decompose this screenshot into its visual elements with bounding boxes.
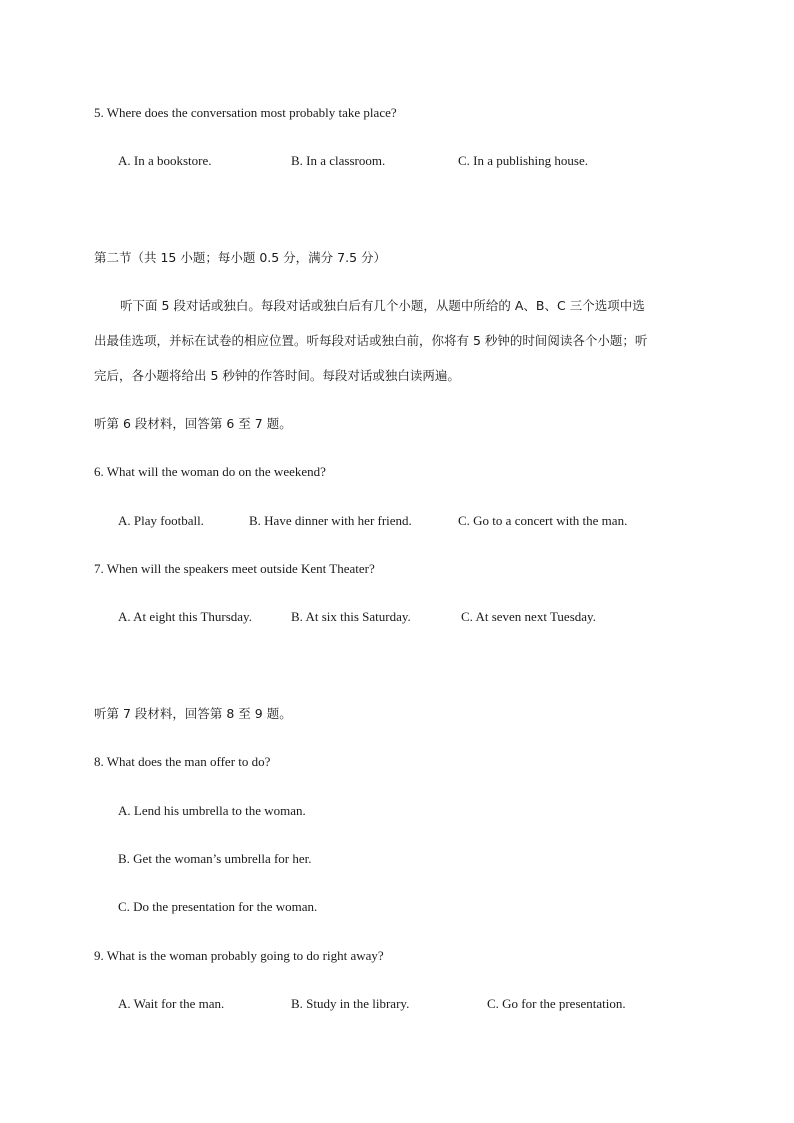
section-heading: 第二节（共 15 小题；每小题 0.5 分，满分 7.5 分） <box>94 250 387 265</box>
material-7-heading: 听第 7 段材料，回答第 8 至 9 题。 <box>94 706 292 721</box>
question-7: 7. When will the speakers meet outside Kent Theater? <box>94 561 375 576</box>
q6-option-c: C. Go to a concert with the man. <box>458 513 628 528</box>
q5-option-c: C. In a publishing house. <box>458 153 588 168</box>
question-5: 5. Where does the conversation most probably take place? <box>94 105 397 120</box>
section-instructions <box>94 288 706 393</box>
question-8: 8. What does the man offer to do? <box>94 754 271 769</box>
q9-option-a: A. Wait for the man. <box>118 996 225 1011</box>
instructions-line-3: 完后，各小题将给出 5 秒钟的作答时间。每段对话或独白读两遍。 <box>94 368 460 383</box>
q7-option-a: A. At eight this Thursday. <box>118 609 252 624</box>
q8-option-b: B. Get the woman’s umbrella for her. <box>118 851 312 866</box>
q9-option-b: B. Study in the library. <box>291 996 410 1011</box>
instructions-line-1: 听下面 5 段对话或独白。每段对话或独白后有几个小题，从题中所给的 A、B、C 三个选项中选 <box>120 298 645 313</box>
q7-option-c: C. At seven next Tuesday. <box>461 609 596 624</box>
q8-option-c: C. Do the presentation for the woman. <box>118 899 318 914</box>
q9-option-c: C. Go for the presentation. <box>487 996 626 1011</box>
q6-option-b: B. Have dinner with her friend. <box>249 513 412 528</box>
instructions-line-2: 出最佳选项，并标在试卷的相应位置。听每段对话或独白前，你将有 5 秒钟的时间阅读各个小题；听 <box>94 333 648 348</box>
q8-option-a: A. Lend his umbrella to the woman. <box>118 803 306 818</box>
q6-option-a: A. Play football. <box>118 513 204 528</box>
question-6: 6. What will the woman do on the weekend? <box>94 464 326 479</box>
q7-option-b: B. At six this Saturday. <box>291 609 411 624</box>
material-6-heading: 听第 6 段材料，回答第 6 至 7 题。 <box>94 416 292 431</box>
q5-option-a: A. In a bookstore. <box>118 153 212 168</box>
q5-option-b: B. In a classroom. <box>291 153 386 168</box>
question-9: 9. What is the woman probably going to do right away? <box>94 948 384 963</box>
